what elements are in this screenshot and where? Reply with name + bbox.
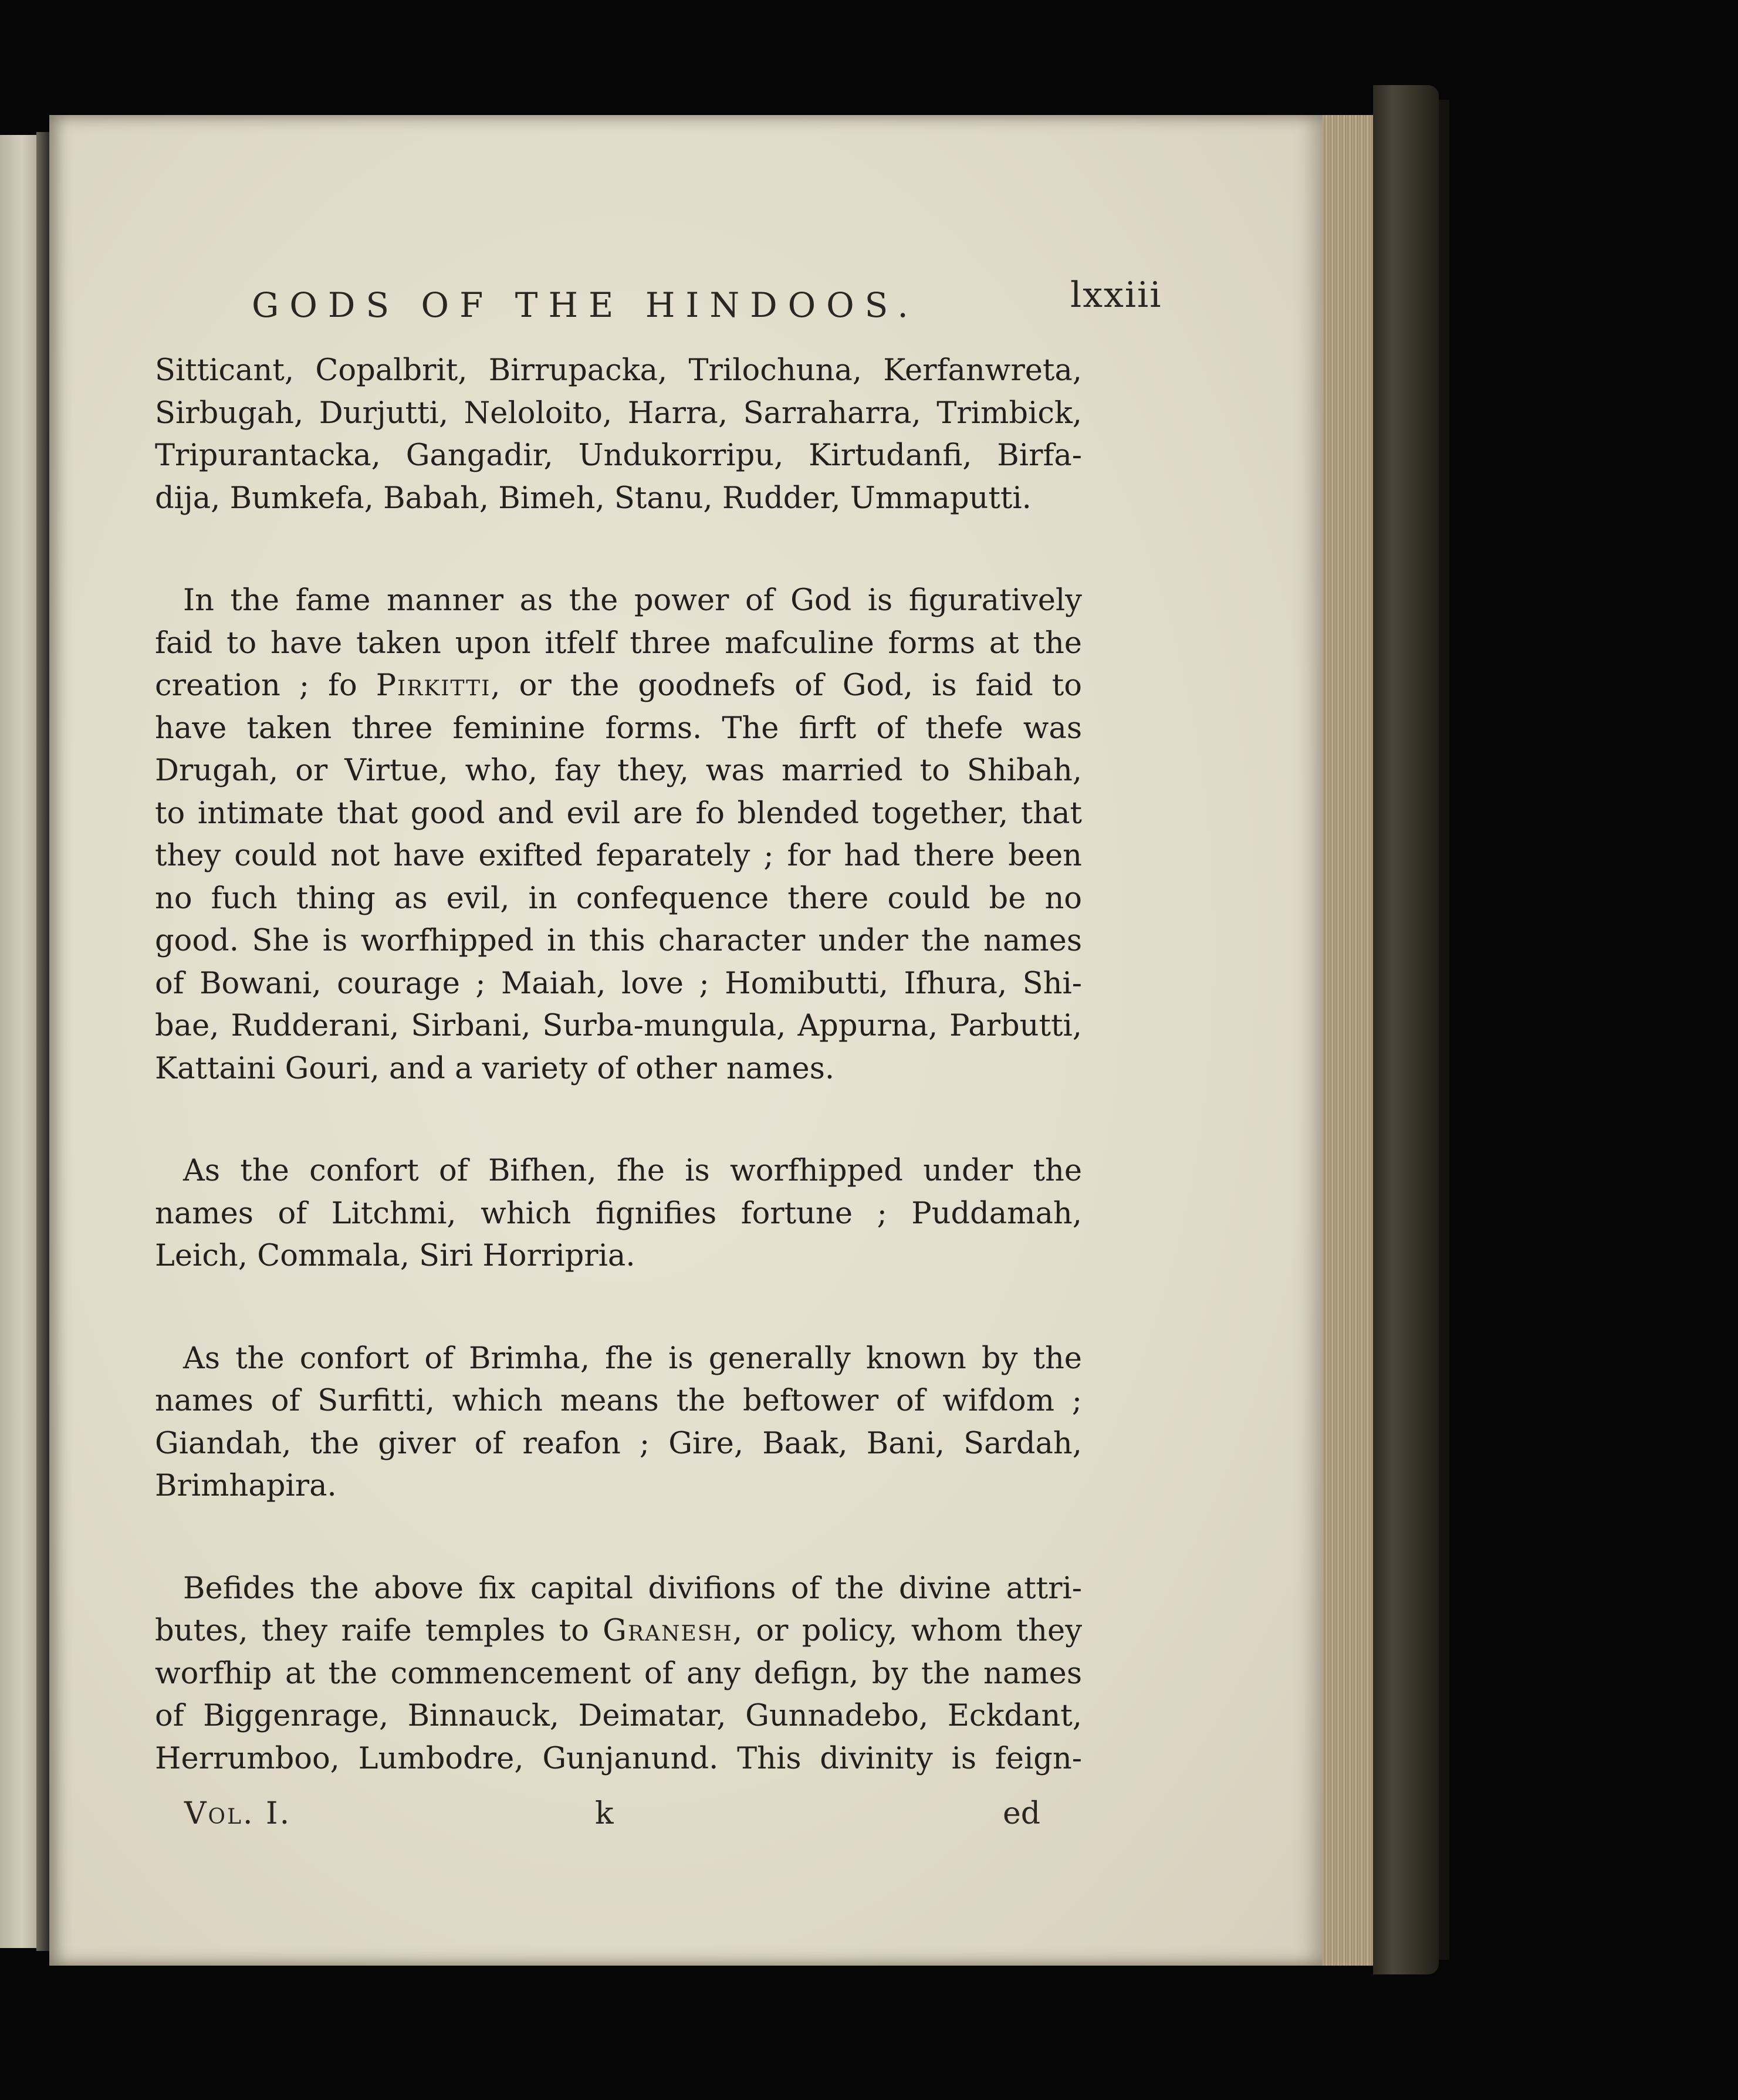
text-line: Drugah, or Virtue, who, fay they, was married to Shibah,: [155, 753, 1082, 788]
text-line: Leich, Commala, Siri Horripria.: [155, 1239, 635, 1273]
text-line: bae, Rudderani, Sirbani, Surba-mungula, Appurna, Parbutti,: [155, 1009, 1082, 1043]
text-line: Sitticant, Copalbrit, Birrupacka, Trilochuna, Kerfanwreta,: [155, 353, 1082, 388]
text-line: Sirbugah, Durjutti, Neloloito, Harra, Sarraharra, Trimbick,: [155, 395, 1082, 431]
text-line: Tripurantacka, Gangadir, Undukorripu, Kirtudanfi, Birfa-: [155, 438, 1082, 473]
running-title: GODS OF THE HINDOOS.: [252, 285, 919, 325]
paragraph-gap: [155, 1508, 1082, 1568]
book-cover-binding: [1373, 85, 1439, 1974]
text-line: faid to have taken upon itfelf three mafculine forms at the: [155, 625, 1082, 661]
book-gutter: [36, 132, 49, 1951]
body-text: [155, 350, 1082, 1780]
text-line: Herrumboo, Lumbodre, Gunjanund. This divinity is feign-: [155, 1741, 1082, 1776]
name-pirkitti: Pirkitti: [376, 668, 491, 703]
text-line: worfhip at the commencement of any defign, by the names: [155, 1656, 1082, 1691]
text-line: have taken three feminine forms. The firft of thefe was: [155, 711, 1082, 746]
text-line: to intimate that good and evil are fo blended together, that: [155, 796, 1082, 831]
page-fore-edge: [1323, 115, 1373, 1966]
volume-label: Vol. I.: [184, 1796, 292, 1831]
text-fragment: , or the goodnefs of God, is faid to: [491, 668, 1082, 703]
signature-mark: k: [595, 1796, 614, 1831]
text-line: good. She is worfhipped in this character under the names: [155, 924, 1082, 958]
page-number: lxxiii: [1070, 275, 1162, 316]
text-line: Befides the above fix capital divifions of the divine attri-: [183, 1571, 1082, 1606]
cover-edge: [1439, 100, 1449, 1960]
text-line: Kattaini Gouri, and a variety of other names.: [155, 1051, 835, 1086]
text-fragment: creation ; fo: [155, 668, 357, 703]
text-line: names of Litchmi, which fignifies fortune ; Puddamah,: [155, 1196, 1082, 1231]
text-line: [155, 1610, 1082, 1653]
text-line: Brimhapira.: [155, 1469, 337, 1503]
text-line: they could not have exifted feparately ; for had there been: [155, 838, 1082, 873]
facing-page-edge: [0, 135, 36, 1948]
text-fragment: butes, they raife temples to: [155, 1614, 589, 1648]
paragraph-gap: [155, 1278, 1082, 1338]
paragraph-gap: [155, 520, 1082, 580]
text-line: In the fame manner as the power of God is figuratively: [183, 583, 1082, 618]
name-granesh: Granesh: [603, 1614, 733, 1648]
text-line: of Bowani, courage ; Maiah, love ; Homibutti, Ifhura, Shi-: [155, 966, 1082, 1001]
text-fragment: , or policy, whom they: [732, 1614, 1082, 1648]
paragraph-gap: [155, 1090, 1082, 1150]
text-line: Giandah, the giver of reafon ; Gire, Baak, Bani, Sardah,: [155, 1426, 1082, 1461]
page-text: [49, 115, 1323, 1966]
text-line: names of Surfitti, which means the beftower of wifdom ;: [155, 1384, 1082, 1418]
text-line: of Biggenrage, Binnauck, Deimatar, Gunnadebo, Eckdant,: [155, 1699, 1082, 1733]
catchword: ed: [1003, 1796, 1041, 1831]
text-line: dija, Bumkefa, Babah, Bimeh, Stanu, Rudder, Ummaputti.: [155, 481, 1032, 516]
text-line: no fuch thing as evil, in confequence there could be no: [155, 881, 1082, 916]
text-line: As the confort of Bifhen, fhe is worfhipped under the: [183, 1154, 1082, 1188]
text-line: [155, 665, 1082, 708]
text-line: As the confort of Brimha, fhe is generally known by the: [183, 1341, 1082, 1376]
